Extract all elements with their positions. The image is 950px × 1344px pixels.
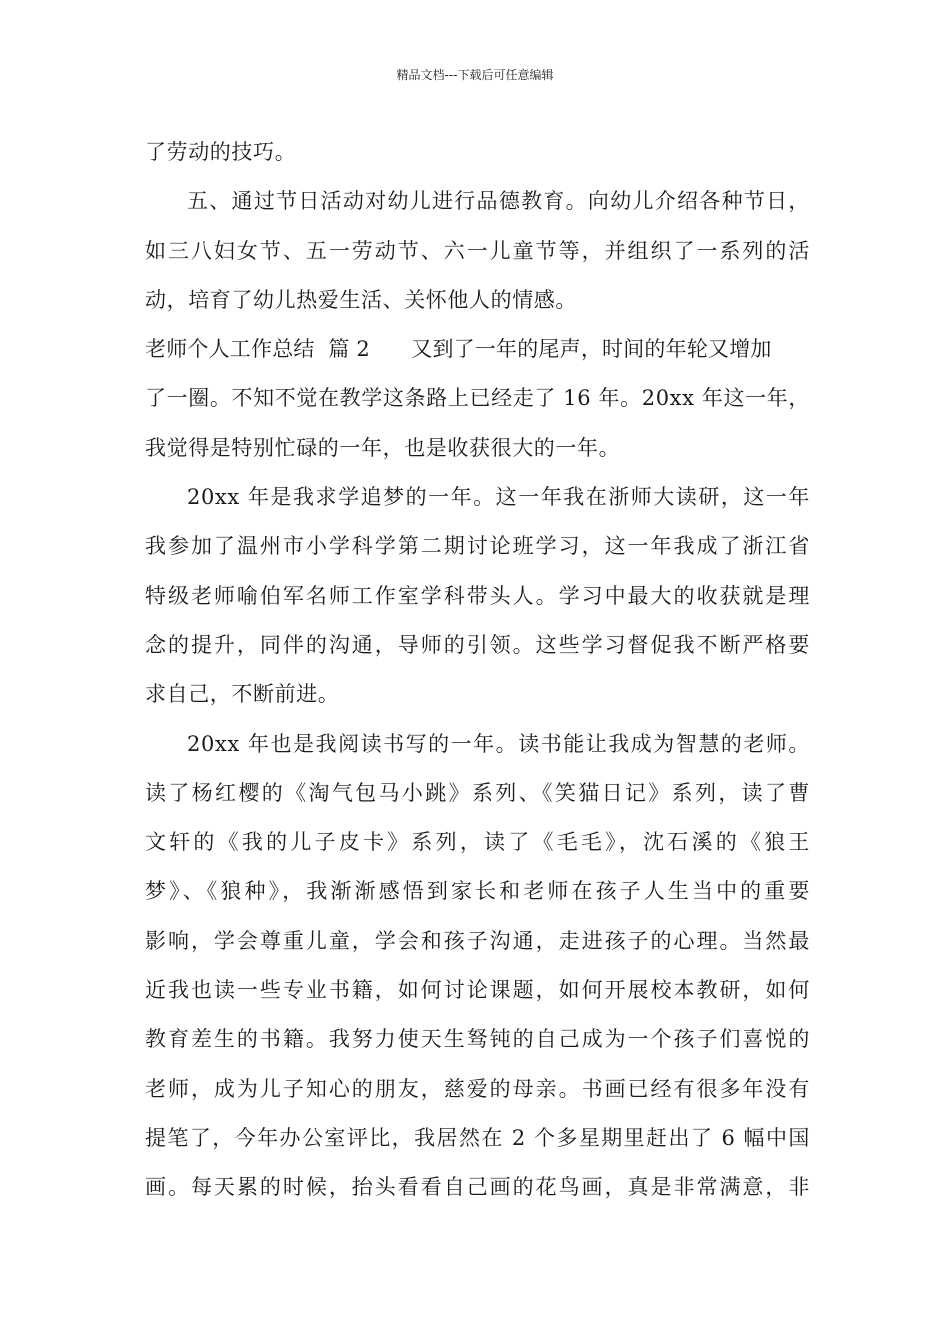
text-line: 如三八妇女节、五一劳动节、六一儿童节等，并组织了一系列的活 (145, 238, 810, 263)
document-body (145, 128, 810, 1213)
text-line: 动，培育了幼儿热爱生活、关怀他人的情感。 (145, 287, 577, 312)
text-line: 近我也读一些专业书籍，如何讨论课题，如何开展校本教研，如何 (145, 978, 810, 1003)
text-line: 20xx 年是我求学追梦的一年。这一年我在浙师大读研，这一年 (187, 485, 810, 510)
text-line: 了劳动的技巧。 (145, 140, 297, 164)
text-line: 教育差生的书籍。我努力使天生驽钝的自己成为一个孩子们喜悦的 (145, 1027, 810, 1052)
text-line: 了一圈。不知不觉在教学这条路上已经走了 16 年。20xx 年这一年， (145, 386, 810, 411)
section-title-line: 老师个人工作总结 篇 2 又到了一年的尾声，时间的年轮又增加 (145, 337, 772, 362)
text-line: 特级老师喻伯军名师工作室学科带头人。学习中最大的收获就是理 (145, 583, 810, 608)
text-line: 影响，学会尊重儿童，学会和孩子沟通，走进孩子的心理。当然最 (145, 928, 810, 953)
text-line: 画。每天累的时候，抬头看看自己画的花鸟画，真是非常满意，非 (145, 1175, 810, 1200)
text-line: 梦》、《狼种》，我渐渐感悟到家长和老师在孩子人生当中的重要 (145, 879, 810, 904)
text-line: 求自己，不断前进。 (145, 682, 340, 707)
text-line: 20xx 年也是我阅读书写的一年。读书能让我成为智慧的老师。 (187, 731, 810, 756)
text-line: 我参加了温州市小学科学第二期讨论班学习，这一年我成了浙江省 (145, 534, 810, 559)
text-line: 我觉得是特别忙碌的一年，也是收获很大的一年。 (145, 435, 621, 460)
text-line: 读了杨红樱的《淘气包马小跳》系列、《笑猫日记》系列，读了曹 (145, 780, 810, 805)
text-line: 提笔了，今年办公室评比，我居然在 2 个多星期里赶出了 6 幅中国 (145, 1125, 810, 1150)
text-line: 念的提升，同伴的沟通，导师的引领。这些学习督促我不断严格要 (145, 632, 810, 657)
text-line: 老师，成为儿子知心的朋友，慈爱的母亲。书画已经有很多年没有 (145, 1076, 810, 1101)
text-line: 五、通过节日活动对幼儿进行品德教育。向幼儿介绍各种节日， (187, 189, 810, 214)
page-header: 精品文档---下载后可任意编辑 (396, 68, 554, 82)
text-line: 文轩的《我的儿子皮卡》系列，读了《毛毛》，沈石溪的《狼王 (145, 830, 810, 855)
